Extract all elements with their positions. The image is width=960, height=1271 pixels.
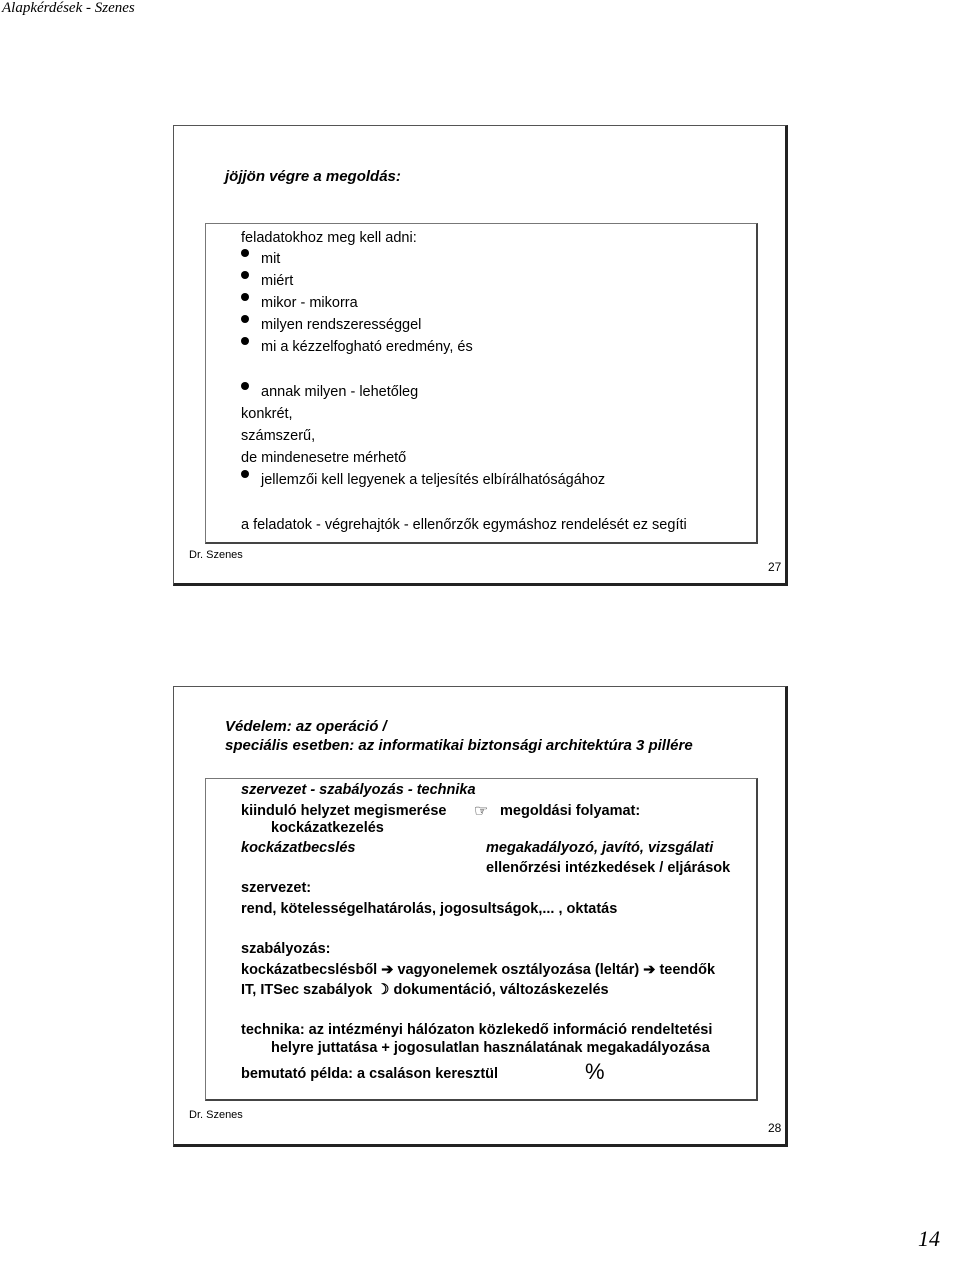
document-header-title: Alapkérdések - Szenes	[2, 0, 135, 16]
org-items: rend, kötelességelhatárolás, jogosultságok,... , oktatás	[241, 901, 618, 917]
reg-label: szabályozás:	[241, 941, 331, 957]
list-item: annak milyen - lehetőleg	[261, 384, 419, 400]
start-situation: kiinduló helyzet megismerése	[241, 803, 447, 819]
slide-author: Dr. Szenes	[189, 549, 243, 561]
risk-management: kockázatkezelés	[271, 820, 384, 836]
bullet-dot-icon	[241, 249, 249, 257]
slide-27	[173, 125, 788, 586]
list-item: milyen rendszerességgel	[261, 317, 422, 333]
slide-heading-line-2: speciális esetben: az informatikai biztonsági architektúra 3 pillére	[225, 737, 693, 754]
list-item: mikor - mikorra	[261, 295, 358, 311]
intro-line: feladatokhoz meg kell adni:	[241, 230, 417, 246]
reg-part-1: kockázatbecslésből	[241, 962, 378, 978]
tech-line-1: technika: az intézményi hálózaton közlekedő információ rendeltetési	[241, 1022, 713, 1038]
slide-number: 28	[768, 1121, 782, 1135]
reg-line-1	[241, 962, 715, 978]
risk-assessment: kockázatbecslés	[241, 840, 356, 856]
control-measures: ellenőrzési intézkedések / eljárások	[486, 860, 731, 876]
slide-28	[173, 686, 788, 1147]
text-line: számszerű,	[241, 428, 316, 444]
text-line: de mindenesetre mérhető	[241, 450, 407, 466]
bullet-dot-icon	[241, 293, 249, 301]
bullet-dot-icon	[241, 315, 249, 323]
reg-part-3: teendők	[659, 962, 716, 978]
list-item: mi a kézzelfogható eredmény, és	[261, 339, 473, 355]
arrow-right-icon: ➔	[643, 962, 656, 978]
moon-icon: ☽	[376, 982, 390, 998]
slide-heading: jöjjön végre a megoldás:	[225, 168, 401, 185]
pointing-hand-icon: ☞	[474, 803, 489, 820]
demo-line: bemutató példa: a csaláson keresztül	[241, 1066, 499, 1082]
list-item: miért	[261, 273, 294, 289]
bullet-dot-icon	[241, 470, 249, 478]
summary-line: a feladatok - végrehajtók - ellenőrzők egymáshoz rendelését ez segíti	[241, 517, 687, 533]
reg-part-2: vagyonelemek osztályozása (leltár)	[397, 962, 640, 978]
control-types: megakadályozó, javító, vizsgálati	[486, 840, 714, 856]
list-item: mit	[261, 251, 281, 267]
list-item: jellemzői kell legyenek a teljesítés elbírálhatóságához	[261, 472, 606, 488]
demo-glyph: %	[585, 1059, 605, 1084]
reg-line-2	[241, 982, 609, 998]
page-number: 14	[918, 1226, 940, 1251]
reg-line2-part-1: IT, ITSec szabályok	[241, 982, 373, 998]
slide-author: Dr. Szenes	[189, 1109, 243, 1121]
org-label: szervezet:	[241, 880, 312, 896]
bullet-dot-icon	[241, 337, 249, 345]
slide-number: 27	[768, 560, 782, 574]
pillars-line: szervezet - szabályozás - technika	[241, 782, 476, 798]
arrow-right-icon: ➔	[381, 962, 394, 978]
reg-line2-part-2: dokumentáció, változáskezelés	[393, 982, 609, 998]
solution-process: megoldási folyamat:	[500, 803, 641, 819]
bullet-dot-icon	[241, 271, 249, 279]
slide-heading-line-1: Védelem: az operáció /	[225, 718, 387, 735]
bullet-dot-icon	[241, 382, 249, 390]
tech-line-2: helyre juttatása + jogosulatlan használatának megakadályozása	[271, 1040, 710, 1056]
text-line: konkrét,	[241, 406, 293, 422]
